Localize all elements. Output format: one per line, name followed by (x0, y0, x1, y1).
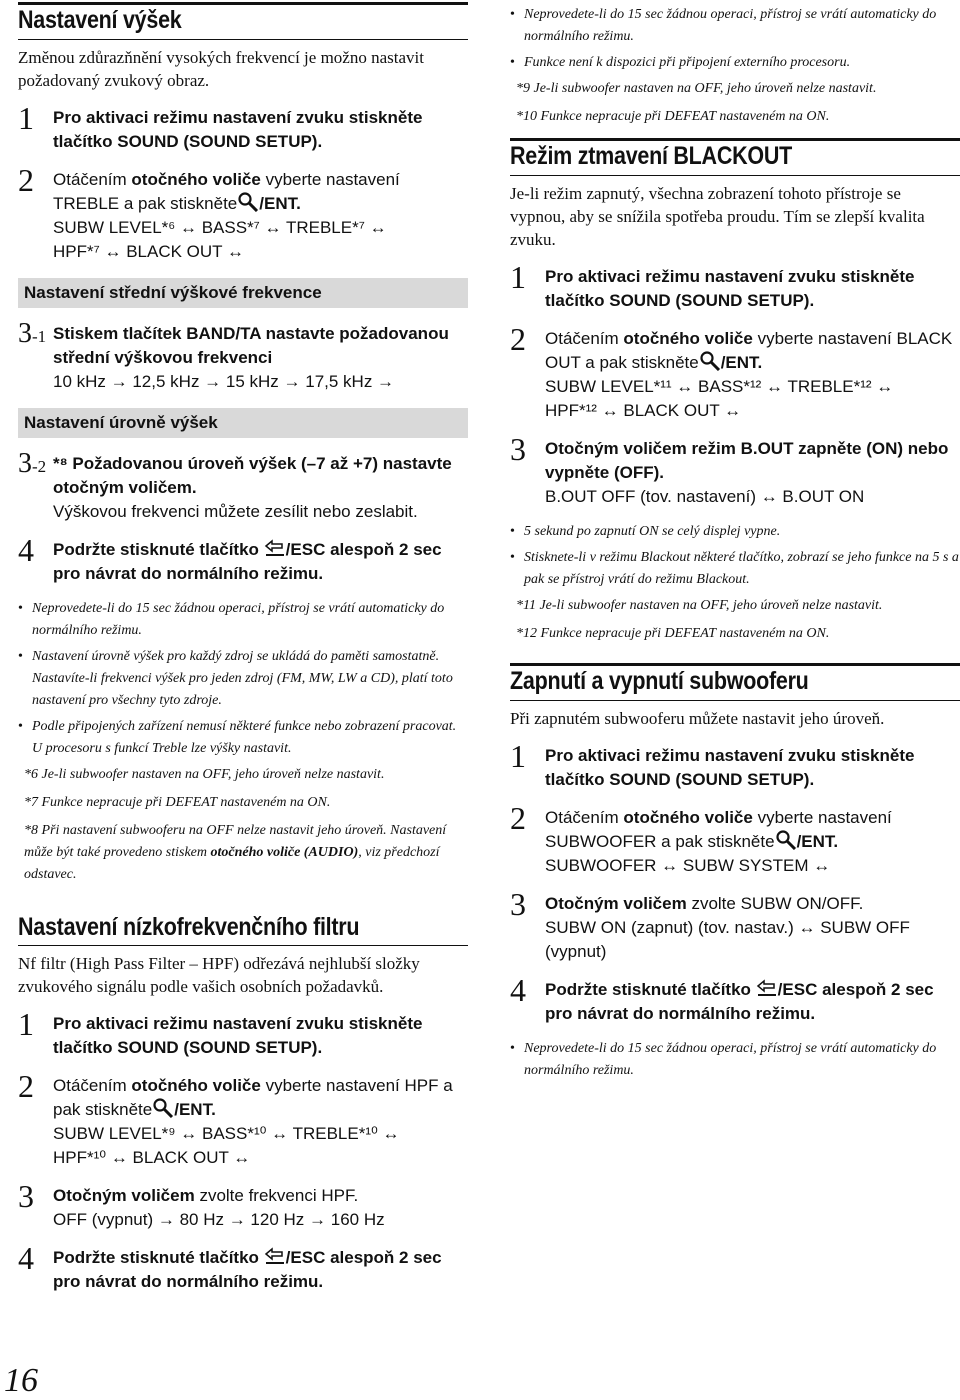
step-number: 2 (18, 162, 34, 198)
step-text-bold: /ENT. (174, 1100, 216, 1119)
treble-intro: Změnou zdůrazňnění vysokých frekvencí je možno nastavit požadovaný zvukový obraz. (18, 48, 424, 90)
step-number: 4 (510, 972, 526, 1008)
search-enter-icon (775, 830, 797, 850)
step-text-bold: nastavte požadovanou střední výškovou frekvenci (53, 324, 449, 367)
return-icon (264, 1246, 286, 1266)
step-sequence: HPF*¹² ↔ BLACK OUT ↔ (545, 401, 742, 420)
step-text-part: vyberte nastavení HPF a pak stiskněte (53, 1076, 453, 1119)
note-bullet: • Funkce není k dispozici při připojení externího procesoru. (510, 52, 960, 74)
step-number: 3 (18, 1178, 34, 1214)
step-sequence: SUBW LEVEL*⁹ ↔ BASS*¹⁰ ↔ TREBLE*¹⁰ ↔ (53, 1124, 400, 1143)
step-number: 2 (510, 321, 526, 357)
return-icon (756, 978, 778, 998)
step-text-part: /ESC alespoň 2 sec pro návrat do normálního režimu. (53, 540, 442, 583)
hpf-step-2 (18, 1068, 468, 1170)
footnote (18, 820, 468, 886)
footnote: *6 Je-li subwoofer nastaven na OFF, jeho úroveň nelze nastavit. (24, 767, 385, 782)
section-header-treble (18, 2, 468, 40)
subwoofer-step-3 (510, 886, 960, 964)
treble-step-1 (18, 100, 468, 154)
step-text-part: Podržte stisknuté tlačítko (53, 1248, 259, 1267)
search-enter-icon (699, 351, 721, 371)
step-text-bold: otočného voliče (131, 1076, 261, 1095)
note-bullet: • Neprovedete-li do 15 sec žádnou operaci, přístroj se vrátí automaticky do normálního režimu. (18, 598, 468, 642)
step-text-part: Otáčením (545, 329, 624, 348)
step-number: 4 (18, 1240, 34, 1276)
step-text-part: Podržte stisknuté tlačítko (545, 980, 751, 999)
step-text: Pro aktivaci režimu nastavení zvuku stiskněte tlačítko SOUND (SOUND SETUP). (545, 267, 915, 310)
step-number: 1 (18, 100, 34, 136)
step-text-part: /ESC alespoň 2 sec pro návrat do normálního režimu. (53, 1248, 442, 1291)
step-text: Pro aktivaci režimu nastavení zvuku stiskněte tlačítko SOUND (SOUND SETUP). (545, 746, 915, 789)
step-text-bold: BAND/TA (186, 324, 261, 343)
note-bullet: • Nastavení úrovně výšek pro každý zdroj se ukládá do paměti samostatně. Nastavíte-li frekvenci výšek pro jeden zdroj (FM, MW, LW a CD), platí toto nastavení pro všechny tyto zdroje. (18, 646, 468, 712)
footnote: *7 Funkce nepracuje při DEFEAT nastaveném na ON. (24, 795, 331, 810)
step-text-bold: otočného voliče (623, 808, 753, 827)
subwoofer-step-4 (510, 972, 960, 1026)
step-sequence: SUBW ON (zapnut) (tov. nastav.) ↔ SUBW OFF (vypnut) (545, 918, 910, 961)
step-number: 4 (18, 532, 34, 568)
step-number: 2 (510, 800, 526, 836)
step-text-part: Otáčením (545, 808, 624, 827)
footnote-bold: otočného voliče (AUDIO) (210, 845, 359, 860)
hpf-step-3 (18, 1178, 468, 1232)
step-text-part: vyberte nastavení BLACK OUT a pak stiskněte (545, 329, 953, 372)
right-column (510, 0, 960, 1086)
return-icon (264, 538, 286, 558)
search-enter-icon (152, 1098, 174, 1118)
step-text (53, 1246, 468, 1294)
section-title-treble: Nastavení výšek (18, 6, 182, 34)
section-title-subwoofer: Zapnutí a vypnutí subwooferu (510, 667, 809, 695)
step-text-part: vyberte nastavení SUBWOOFER a pak stiskněte (545, 808, 892, 851)
step-text (53, 452, 468, 500)
footnote: *10 Funkce nepracuje při DEFEAT nastaveném na ON. (516, 109, 830, 124)
step-text (545, 327, 960, 375)
step-text (545, 892, 960, 916)
step-number: 2 (18, 1068, 34, 1104)
step-text (53, 1184, 468, 1208)
footnote-part: , viz předchozí odstavec. (24, 845, 440, 882)
subheading-mid-frequency: Nastavení střední výškové frekvence (18, 278, 468, 308)
step-number-main: 3 (18, 448, 32, 479)
step-sequence: OFF (vypnut) → 80 Hz → 120 Hz → 160 Hz (53, 1210, 385, 1229)
hpf-notes (510, 4, 960, 128)
step-text-part: zvolte SUBW ON/OFF. (686, 894, 864, 913)
section-header-hpf (18, 912, 468, 946)
treble-step-4 (18, 532, 468, 586)
section-header-subwoofer (510, 663, 960, 701)
step-text-bold: /ENT. (796, 832, 839, 851)
search-enter-icon (237, 192, 259, 212)
step-text-bold: otočného voliče (623, 329, 753, 348)
step-text-part: Podržte stisknuté tlačítko (53, 540, 259, 559)
step-text (53, 168, 468, 216)
step-text: Pro aktivaci režimu nastavení zvuku stiskněte tlačítko SOUND (SOUND SETUP). (53, 1014, 423, 1057)
step-number (18, 446, 46, 485)
blackout-intro: Je-li režim zapnutý, všechna zobrazení tohoto přístroje se vypnou, aby se snížila spotřeba proudu. Tím se zlepší kvalita zvuku. (510, 184, 925, 249)
note-bullet: • Stisknete-li v režimu Blackout některé tlačítko, zobrazí se jeho funkce na 5 s a pak se přístroj vrátí do režimu Blackout. (510, 547, 960, 591)
treble-step-3-2 (18, 448, 468, 524)
section-title-hpf: Nastavení nízkofrekvenčního filtru (18, 913, 360, 941)
step-text (53, 1074, 468, 1122)
treble-step-3-1 (18, 318, 468, 394)
page-number: 16 (4, 1362, 38, 1399)
step-number: 1 (510, 738, 526, 774)
note-bullet: • Neprovedete-li do 15 sec žádnou operaci, přístroj se vrátí automaticky do normálního režimu. (510, 4, 960, 48)
step-text-bold: otočného voliče (131, 170, 261, 189)
step-text-part: Otočným voličem (545, 439, 687, 458)
step-text-part: Otáčením (53, 170, 132, 189)
step-text-bold: /ENT. (720, 353, 763, 372)
step-number: 3 (510, 431, 526, 467)
step-text (53, 538, 468, 586)
step-number-sub: -2 (32, 457, 47, 476)
subwoofer-notes (510, 1038, 960, 1082)
step-text-bold: /ENT. (259, 194, 301, 213)
step-text-part: zvolte frekvenci HPF. (194, 1186, 359, 1205)
subheading-treble-level: Nastavení úrovně výšek (18, 408, 468, 438)
step-sequence: SUBW LEVEL*¹¹ ↔ BASS*¹² ↔ TREBLE*¹² ↔ (545, 377, 894, 396)
blackout-step-2 (510, 321, 960, 423)
note-bullet: • Podle připojených zařízení nemusí některé funkce nebo zobrazení pracovat. U procesoru s funkcí Treble lze výšky nastavit. (18, 716, 468, 760)
step-sequence: SUBW LEVEL*⁶ ↔ BASS*⁷ ↔ TREBLE*⁷ ↔ (53, 218, 387, 237)
step-sequence: SUBWOOFER ↔ SUBW SYSTEM ↔ (545, 856, 831, 875)
subwoofer-intro: Při zapnutém subwooferu můžete nastavit jeho úroveň. (510, 709, 885, 728)
blackout-step-3 (510, 431, 960, 509)
blackout-step-1 (510, 259, 960, 313)
footnote: *9 Je-li subwoofer nastaven na OFF, jeho úroveň nelze nastavit. (516, 81, 877, 96)
subwoofer-step-1 (510, 738, 960, 792)
treble-notes (18, 598, 468, 886)
step-text-part: režim B.OUT zapněte (ON) nebo vypněte (OFF). (545, 439, 949, 482)
step-number-sub: -1 (32, 327, 47, 346)
step-number: 1 (510, 259, 526, 295)
step-text-bold: Otočným voličem (545, 894, 687, 913)
hpf-intro: Nf filtr (High Pass Filter – HPF) odřezává nejhlubší složky zvukového signálu podle vašich osobních požadavků. (18, 954, 420, 996)
treble-step-2 (18, 162, 468, 264)
step-sequence: B.OUT OFF (tov. nastavení) ↔ B.OUT ON (545, 487, 865, 506)
step-text-bold: Stiskem tlačítek (53, 324, 187, 343)
step-text-part: *⁸ Požadovanou úroveň výšek (–7 až +7) nastavte (53, 454, 452, 473)
step-sequence: 10 kHz → 12,5 kHz → 15 kHz → 17,5 kHz → (53, 372, 395, 391)
step-number: 1 (18, 1006, 34, 1042)
step-sequence: Výškovou frekvenci můžete zesílit nebo zeslabit. (53, 502, 418, 521)
subwoofer-step-2 (510, 800, 960, 878)
step-text-part: vyberte nastavení TREBLE a pak stiskněte (53, 170, 400, 213)
step-text (545, 978, 960, 1026)
section-header-blackout (510, 138, 960, 176)
step-text (53, 322, 468, 370)
step-text: Pro aktivaci režimu nastavení zvuku stiskněte tlačítko SOUND (SOUND SETUP). (53, 108, 423, 151)
step-text-bold: Otočným voličem (53, 1186, 195, 1205)
note-bullet: • 5 sekund po zapnutí ON se celý displej vypne. (510, 521, 960, 543)
hpf-step-4 (18, 1240, 468, 1294)
section-title-blackout: Režim ztmavení BLACKOUT (510, 142, 792, 170)
footnote: *12 Funkce nepracuje při DEFEAT nastaveném na ON. (516, 626, 830, 641)
footnote: *11 Je-li subwoofer nastaven na OFF, jeho úroveň nelze nastavit. (516, 598, 883, 613)
step-text (545, 806, 960, 854)
step-sequence: HPF*⁷ ↔ BLACK OUT ↔ (53, 242, 244, 261)
footnote-part: *8 Při nastavení subwooferu na OFF nelze nastavit jeho úroveň. Nastavení může být také provedeno stiskem (24, 823, 447, 860)
step-number-main: 3 (18, 318, 32, 349)
left-column (18, 0, 468, 1294)
step-text-part: otočným voličem. (53, 478, 197, 497)
step-text-part: /ESC alespoň 2 sec pro návrat do normálního režimu. (545, 980, 934, 1023)
step-number: 3 (510, 886, 526, 922)
step-text (545, 437, 960, 485)
blackout-notes (510, 521, 960, 645)
step-sequence: HPF*¹⁰ ↔ BLACK OUT ↔ (53, 1148, 251, 1167)
step-number (18, 316, 46, 355)
step-text-part: Otáčením (53, 1076, 132, 1095)
hpf-step-1 (18, 1006, 468, 1060)
note-bullet: • Neprovedete-li do 15 sec žádnou operaci, přístroj se vrátí automaticky do normálního režimu. (510, 1038, 960, 1082)
